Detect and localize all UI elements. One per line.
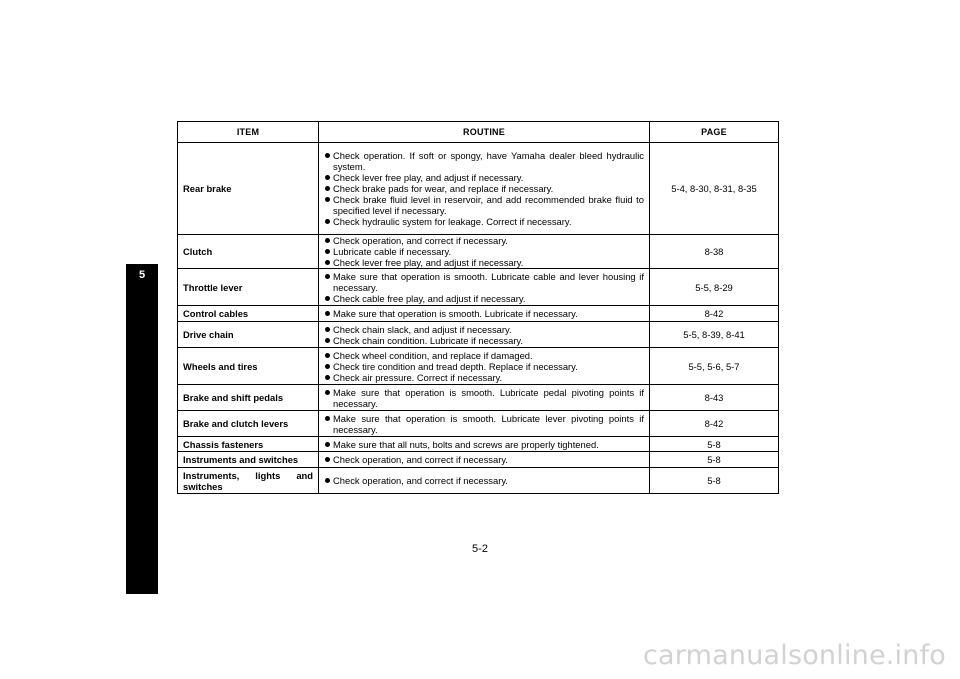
row-page-ref: 5-8 (650, 452, 779, 468)
routine-list (324, 271, 644, 304)
routine-step: Check brake pads for wear, and replace if necessary. (324, 183, 644, 194)
row-page-ref: 5-4, 8-30, 8-31, 8-35 (650, 143, 779, 235)
routine-step: Make sure that operation is smooth. Lubricate cable and lever housing if necessary. (324, 271, 644, 293)
routine-list (324, 308, 644, 319)
routine-step: Check brake fluid level in reservoir, and add recommended brake fluid to specified level if necessary. (324, 194, 644, 216)
routine-step: Check tire condition and tread depth. Replace if necessary. (324, 361, 644, 372)
row-page-ref: 5-5, 8-39, 8-41 (650, 322, 779, 348)
routine-step: Check cable free play, and adjust if necessary. (324, 293, 644, 304)
row-routine (319, 385, 650, 411)
row-routine (319, 348, 650, 385)
routine-step: Check chain condition. Lubricate if necessary. (324, 335, 644, 346)
table-row (178, 235, 779, 269)
routine-list (324, 439, 644, 450)
routine-list (324, 475, 644, 486)
routine-step: Check hydraulic system for leakage. Correct if necessary. (324, 216, 644, 227)
row-item: Instruments, lights and switches (178, 468, 319, 494)
row-routine (319, 411, 650, 437)
table-row (178, 269, 779, 306)
row-item: Throttle lever (178, 269, 319, 306)
row-item: Brake and shift pedals (178, 385, 319, 411)
routine-step: Check operation, and correct if necessary. (324, 235, 644, 246)
routine-list (324, 150, 644, 227)
row-page-ref: 8-38 (650, 235, 779, 269)
row-page-ref: 8-42 (650, 411, 779, 437)
row-item: Chassis fasteners (178, 437, 319, 452)
header-page: PAGE (650, 122, 779, 143)
header-item: ITEM (178, 122, 319, 143)
row-item: Brake and clutch levers (178, 411, 319, 437)
watermark-logo: carmanualsonline.info (643, 640, 946, 671)
routine-step: Check air pressure. Correct if necessary. (324, 372, 644, 383)
table-row (178, 411, 779, 437)
row-page-ref: 8-43 (650, 385, 779, 411)
table-row (178, 385, 779, 411)
row-item: Drive chain (178, 322, 319, 348)
table-header-row (178, 122, 779, 143)
header-routine: ROUTINE (319, 122, 650, 143)
row-routine (319, 143, 650, 235)
maintenance-table (177, 121, 779, 494)
routine-step: Lubricate cable if necessary. (324, 246, 644, 257)
row-page-ref: 8-42 (650, 306, 779, 322)
row-routine (319, 437, 650, 452)
table-row (178, 452, 779, 468)
row-page-ref: 5-8 (650, 468, 779, 494)
routine-step: Check operation. If soft or spongy, have Yamaha dealer bleed hydraulic system. (324, 150, 644, 172)
row-page-ref: 5-5, 5-6, 5-7 (650, 348, 779, 385)
routine-step: Check lever free play, and adjust if necessary. (324, 172, 644, 183)
routine-step: Check operation, and correct if necessary. (324, 454, 644, 465)
routine-step: Check operation, and correct if necessary. (324, 475, 644, 486)
routine-step: Check wheel condition, and replace if damaged. (324, 350, 644, 361)
chapter-number: 5 (138, 269, 146, 281)
routine-list (324, 413, 644, 435)
routine-list (324, 350, 644, 383)
row-item: Control cables (178, 306, 319, 322)
routine-step: Make sure that operation is smooth. Lubricate pedal pivoting points if necessary. (324, 387, 644, 409)
row-page-ref: 5-8 (650, 437, 779, 452)
table-row (178, 348, 779, 385)
routine-list (324, 235, 644, 268)
table-row (178, 468, 779, 494)
row-routine (319, 235, 650, 269)
row-routine (319, 468, 650, 494)
row-item: Wheels and tires (178, 348, 319, 385)
table-row (178, 306, 779, 322)
row-routine (319, 322, 650, 348)
routine-step: Check lever free play, and adjust if necessary. (324, 257, 644, 268)
routine-step: Make sure that all nuts, bolts and screws are properly tightened. (324, 439, 644, 450)
routine-step: Make sure that operation is smooth. Lubricate lever pivoting points if necessary. (324, 413, 644, 435)
routine-list (324, 454, 644, 465)
table-row (178, 322, 779, 348)
table-body (178, 143, 779, 494)
row-item: Rear brake (178, 143, 319, 235)
table-row (178, 437, 779, 452)
routine-step: Make sure that operation is smooth. Lubricate if necessary. (324, 308, 644, 319)
page-number: 5-2 (472, 543, 488, 555)
row-item: Clutch (178, 235, 319, 269)
routine-list (324, 387, 644, 409)
row-routine (319, 452, 650, 468)
routine-step: Check chain slack, and adjust if necessary. (324, 324, 644, 335)
row-routine (319, 269, 650, 306)
row-item: Instruments and switches (178, 452, 319, 468)
table-row (178, 143, 779, 235)
row-page-ref: 5-5, 8-29 (650, 269, 779, 306)
row-routine (319, 306, 650, 322)
routine-list (324, 324, 644, 346)
